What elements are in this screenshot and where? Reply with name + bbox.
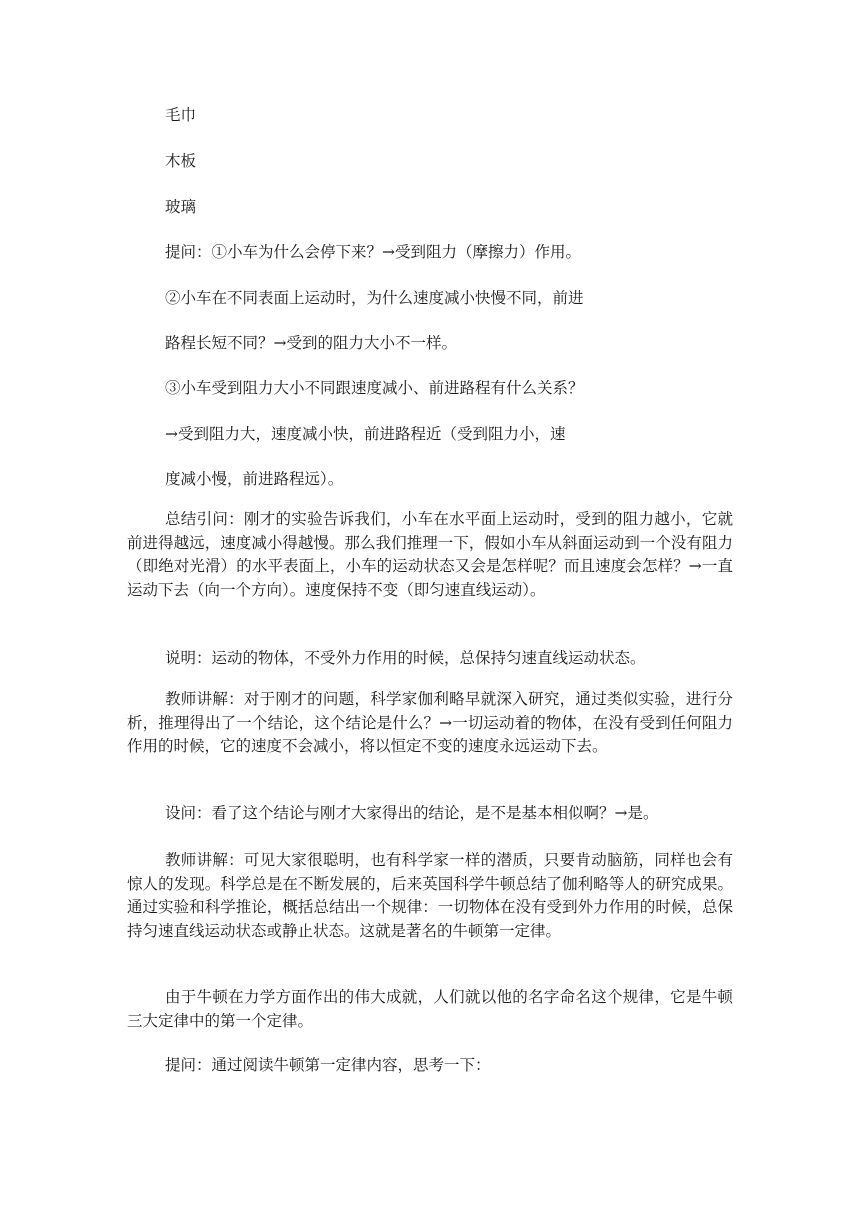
line-question-2: ②小车在不同表面上运动时，为什么速度减小快慢不同，前进 [165,289,584,307]
line-wood: 木板 [165,152,197,170]
paragraph-teacher-newton: 教师讲解：可见大家很聪明，也有科学家一样的潜质，只要肯动脑筋，同样也会有惊人的发现。科学总是在不断发展的，后来英国科学牛顿总结了伽利略等人的研究成果。通过实验和科学推论，概括总结出一个规律：一切物体在没有受到外力作用的时候，总保持匀速直线运动状态或静止状态。这就是著名的牛顿第一定律。 [127,851,733,940]
paragraph-summary: 总结引问：刚才的实验告诉我们，小车在水平面上运动时，受到的阻力越小，它就前进得越远，速度减小得越慢。那么我们推理一下，假如小车从斜面运动到一个没有阻力（即绝对光滑）的水平表面上，小车的运动状态又会是怎样呢？而且速度会怎样？→一直运动下去（向一个方向）。速度保持不变（即匀速直线运动）。 [127,510,733,599]
line-answer-3-cont: 度减小慢，前进路程远）。 [165,470,344,488]
paragraph-explanation: 说明：运动的物体，不受外力作用的时候，总保持匀速直线运动状态。 [165,649,646,667]
line-glass: 玻璃 [165,198,197,216]
line-answer-3: →受到阻力大，速度减小快，前进路程近（受到阻力小，速 [165,425,566,443]
line-question-1: 提问：①小车为什么会停下来？→受到阻力（摩擦力）作用。 [165,243,581,261]
line-towel: 毛巾 [165,106,197,124]
paragraph-question-similar: 设问：看了这个结论与刚才大家得出的结论，是不是基本相似啊？→是。 [165,804,659,822]
paragraph-teacher-galileo: 教师讲解：对于刚才的问题，科学家伽利略早就深入研究，通过类似实验，进行分析，推理得出了一个结论，这个结论是什么？→一切运动着的物体，在没有受到任何阻力作用的时候，它的速度不会减小，将以恒定不变的速度永远运动下去。 [127,690,733,755]
line-question-3: ③小车受到阻力大小不同跟速度减小、前进路程有什么关系？ [165,379,584,397]
line-question-2-cont: 路程长短不同？→受到的阻力大小不一样。 [165,334,457,352]
paragraph-newton-law: 由于牛顿在力学方面作出的伟大成就，人们就以他的名字命名这个规律，它是牛顿三大定律中的第一个定律。 [127,988,733,1030]
paragraph-final-question: 提问：通过阅读牛顿第一定律内容，思考一下： [165,1056,491,1074]
